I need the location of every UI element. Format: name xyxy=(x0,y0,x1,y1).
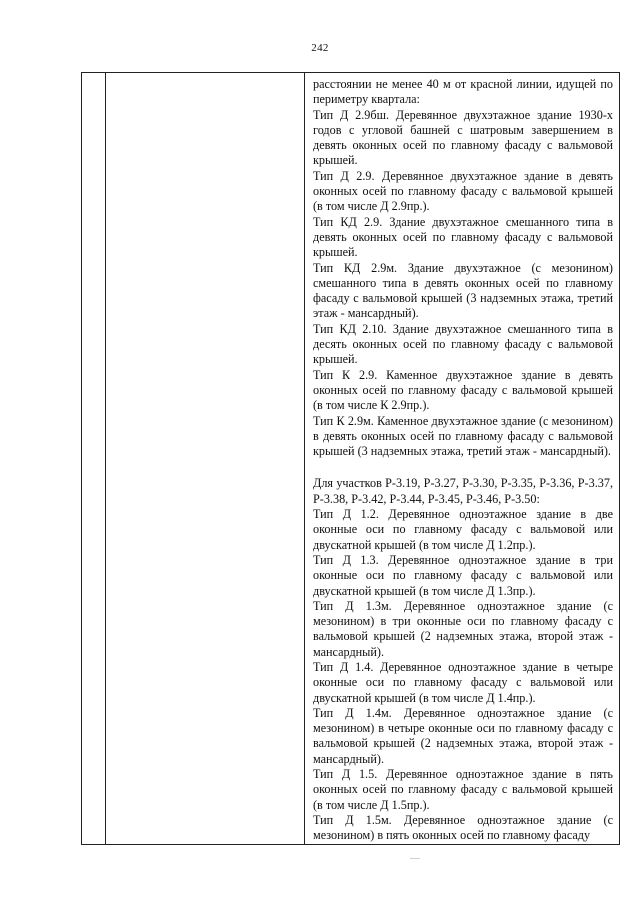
paragraph: Тип Д 1.5м. Деревянное одноэтажное здание (с мезонином) в пять оконных осей по главному фасаду xyxy=(313,812,613,843)
table-cell-name xyxy=(106,73,305,845)
paragraph: Тип К 2.9м. Каменное двухэтажное здание (с мезонином) в девять оконных осей по главному фасаду с вальмовой крышей (3 надземных этажа, третий этаж - мансардный). xyxy=(313,413,613,459)
paragraph: Тип Д 1.4м. Деревянное одноэтажное здание (с мезонином) в четыре оконные оси по главному фасаду с вальмовой крышей (2 надземных этажа, второй этаж - мансардный). xyxy=(313,705,613,766)
table-cell-description xyxy=(305,73,620,845)
page-number: 242 xyxy=(311,42,329,54)
paragraph: Тип Д 1.5. Деревянное одноэтажное здание в пять оконных осей по главному фасаду с вальмовой крышей (в том числе Д 1.5пр.). xyxy=(313,767,613,812)
paragraph: Тип КД 2.9. Здание двухэтажное смешанного типа в девять оконных осей по главному фасаду с вальмовой крышей. xyxy=(313,214,613,260)
paragraph: Тип Д 1.3. Деревянное одноэтажное здание в три оконные оси по главному фасаду с вальмовой или двускатной крышей (в том числе Д 1.3пр.). xyxy=(313,552,613,598)
paragraph: Тип Д 2.9бш. Деревянное двухэтажное здание 1930-х годов с угловой башней с шатровым завершением в девять оконных осей по главному фасаду с вальмовой крышей. xyxy=(313,107,613,168)
paragraph: Тип КД 2.9м. Здание двухэтажное (с мезонином) смешанного типа в девять оконных осей по главному фасаду с вальмовой крышей (3 надземных этажа, третий этаж - мансардный). xyxy=(313,260,613,321)
paragraph: Тип К 2.9. Каменное двухэтажное здание в девять оконных осей по главному фасаду с вальмовой крышей (в том числе К 2.9пр.). xyxy=(313,367,613,413)
table-row xyxy=(82,73,620,845)
scan-mark xyxy=(410,858,420,859)
paragraph: Тип КД 2.10. Здание двухэтажное смешанного типа в десять оконных осей по главному фасаду с вальмовой крышей. xyxy=(313,321,613,367)
paragraph: Тип Д 1.4. Деревянное одноэтажное здание в четыре оконные оси по главному фасаду с вальмовой или двускатной крышей (в том числе Д 1.4пр.). xyxy=(313,659,613,705)
paragraph: Тип Д 2.9. Деревянное двухэтажное здание в девять оконных осей по главному фасаду с вальмовой крышей (в том числе Д 2.9пр.). xyxy=(313,168,613,214)
table-cell-index xyxy=(82,73,106,845)
document-table xyxy=(81,72,620,845)
paragraph: расстоянии не менее 40 м от красной линии, идущей по периметру квартала: xyxy=(313,77,613,107)
paragraph: Тип Д 1.3м. Деревянное одноэтажное здание (с мезонином) в три оконные оси по главному фасаду с вальмовой крышей (2 надземных этажа, второй этаж - мансардный). xyxy=(313,598,613,659)
paragraph: Тип Д 1.2. Деревянное одноэтажное здание в две оконные оси по главному фасаду с вальмовой или двускатной крышей (в том числе Д 1.2пр.). xyxy=(313,507,613,552)
section-heading: Для участков Р-3.19, Р-3.27, Р-3.30, Р-3.35, Р-3.36, Р-3.37, Р-3.38, Р-3.42, Р-3.44, Р-3.45, Р-3.46, Р-3.50: xyxy=(313,476,613,506)
